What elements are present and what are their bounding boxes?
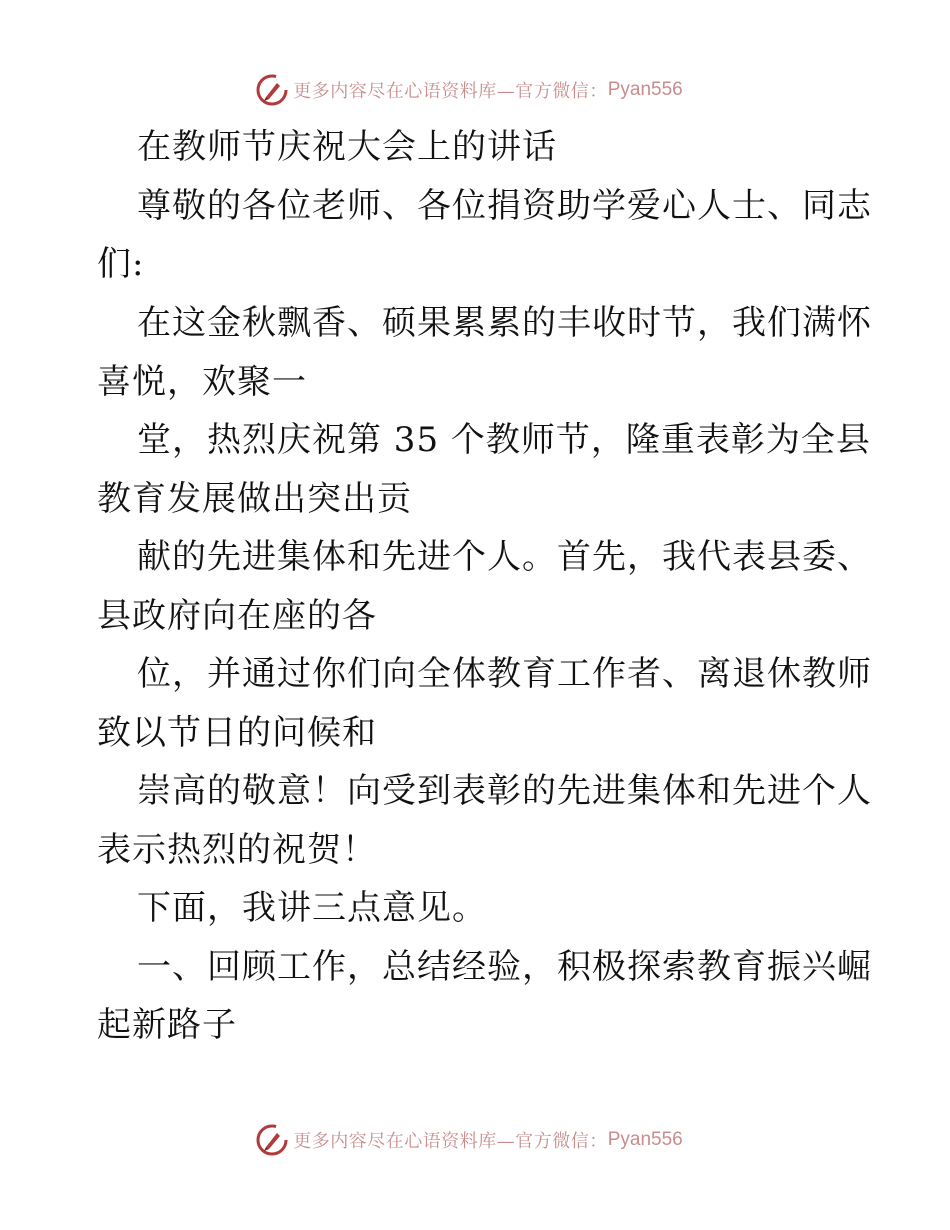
section-heading-line-2: 起新路子 (97, 1005, 237, 1045)
watermark-wechat-id: Pyan556 (607, 79, 683, 100)
footer-watermark (0, 1122, 950, 1158)
pen-logo-icon (255, 1123, 289, 1157)
paragraph-line: 堂，热烈庆祝第 35 个教师节，隆重表彰为全县 (137, 420, 871, 460)
watermark-text: 更多内容尽在心语资料库—官方微信： (293, 1131, 608, 1152)
intro-line: 下面，我讲三点意见。 (137, 888, 487, 928)
document-title: 在教师节庆祝大会上的讲话 (137, 127, 557, 167)
paragraph-line: 教育发展做出突出贡 (97, 479, 412, 519)
paragraph-line: 喜悦，欢聚一 (97, 362, 307, 402)
paragraph-line: 县政府向在座的各 (97, 596, 377, 636)
paragraph-line: 位，并通过你们向全体教育工作者、离退休教师 (137, 654, 872, 694)
paragraph-line: 致以节日的问候和 (97, 713, 377, 753)
pen-logo-icon (255, 73, 289, 107)
paragraph-line: 崇高的敬意！向受到表彰的先进集体和先进个人 (137, 771, 872, 811)
watermark-text: 更多内容尽在心语资料库—官方微信： (293, 81, 608, 102)
paragraph-line: 在这金秋飘香、硕果累累的丰收时节，我们满怀 (137, 303, 872, 343)
header-watermark (0, 72, 950, 108)
salutation-line-2: 们: (97, 244, 145, 284)
paragraph-line: 献的先进集体和先进个人。首先，我代表县委、 (137, 537, 872, 577)
paragraph-line: 表示热烈的祝贺！ (97, 830, 377, 870)
salutation-line-1: 尊敬的各位老师、各位捐资助学爱心人士、同志 (137, 186, 872, 226)
watermark-wechat-id: Pyan556 (607, 1129, 683, 1150)
section-heading-line-1: 一、回顾工作，总结经验，积极探索教育振兴崛 (137, 947, 872, 987)
